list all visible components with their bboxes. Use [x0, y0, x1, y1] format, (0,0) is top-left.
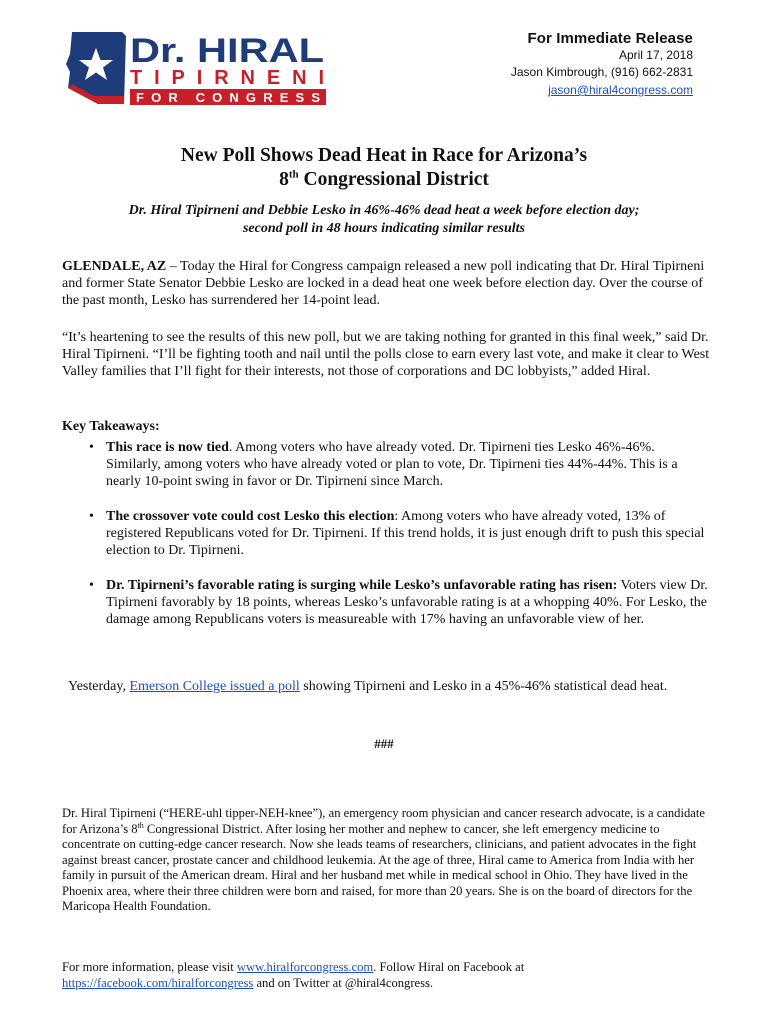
facebook-link[interactable]: https://facebook.com/hiralforcongress [62, 975, 254, 990]
campaign-logo [64, 26, 334, 112]
bullet-icon: • [89, 578, 94, 593]
paragraph-intro: GLENDALE, AZ – Today the Hiral for Congress campaign released a new poll indicating that Dr. Hiral Tipirneni and former State Senator Debbie Lesko are locked in a dead heat one week before election day. Over the course of the past month, Lesko has surrendered her 14-point lead. [62, 259, 705, 308]
logo-line1: Dr. HIRAL [130, 32, 324, 70]
paragraph-quote: “It’s heartening to see the results of this new poll, but we are taking nothing for granted in this final week,” said Dr. Hiral Tipirneni. “I’ll be fighting tooth and nail until the polls close to earn every last vote, and make it clear to West Valley families that I’ll fight for their interests, not those of corporations and DC lobbyists,” added Hiral. [62, 330, 710, 379]
end-separator: ### [374, 736, 394, 751]
release-email-link[interactable]: jason@hiral4congress.com [548, 83, 693, 97]
release-header [511, 30, 693, 99]
key-takeaways-list [62, 439, 712, 628]
paragraph-emerson: Yesterday, Emerson College issued a poll showing Tipirneni and Lesko in a 45%-46% statistical dead heat. [68, 679, 668, 694]
bullet-icon: • [89, 509, 94, 524]
website-link[interactable]: www.hiralforcongress.com [236, 960, 374, 974]
headline-line1: New Poll Shows Dead Heat in Race for Arizona’s [180, 145, 588, 166]
subhead-line1: Dr. Hiral Tipirneni and Debbie Lesko in 46%-46% dead heat a week before election day; [128, 203, 640, 218]
headline [0, 144, 768, 192]
logo-line3: FOR CONGRESS [136, 90, 320, 105]
key-takeaways-heading: Key Takeaways: [62, 419, 160, 434]
release-date: April 17, 2018 [618, 48, 693, 62]
logo-line2: TIPIRNENI [130, 67, 324, 89]
emerson-poll-link[interactable]: Emerson College issued a poll [129, 679, 300, 694]
dateline: GLENDALE, AZ [62, 259, 167, 274]
list-item: • The crossover vote could cost Lesko this election: Among voters who have already voted, 13% of registered Republicans voted for Dr. Tipirneni. If this trend holds, it is just enough drift to push this special election to Dr. Tipirneni. [89, 509, 705, 558]
bullet-icon: • [89, 440, 94, 455]
list-item: • Dr. Tipirneni’s favorable rating is surging while Lesko’s unfavorable rating has risen: Voters view Dr. Tipirneni favorably by 18 points, whereas Lesko’s unfavorable rating is at a whopping 40%. For Lesko, the damage among Republicans voters is measureable with 17% having an unfavorable view of her. [89, 578, 708, 627]
list-item: • This race is now tied. Among voters who have already voted. Dr. Tipirneni ties Lesko 46%-46%. Similarly, among voters who have already voted or plan to vote, Dr. Tipirneni ties 44%-44%. This is a nearly 10-point swing in favor or Dr. Tipirneni since March. [89, 440, 678, 489]
logo-graphic [64, 26, 334, 112]
headline-line2: 8th Congressional District [279, 168, 489, 190]
subhead-line2: second poll in 48 hours indicating similar results [242, 221, 525, 236]
release-contact: Jason Kimbrough, (916) 662-2831 [510, 65, 693, 79]
more-info: For more information, please visit www.hiralforcongress.com. Follow Hiral on Facebook at https://facebook.com/hiralforcongress and on Twitter at @hiral4congress. [62, 960, 525, 990]
candidate-bio: Dr. Hiral Tipirneni (“HERE-uhl tipper-NEH-knee”), an emergency room physician and cancer research advocate, is a candidate for Arizona’s 8th Congressional District. After losing her mother and nephew to cancer, she left emergency medicine to concentrate on cutting-edge cancer research. Now she leads teams of researchers, clinicians, and patient advocates in the fight against breast cancer, prostate cancer and childhood leukemia. At the age of three, Hiral came to America from India with her family in pursuit of the American dream. Hiral and her husband met while in medical school in Ohio. They have lived in the Phoenix area, where their three children were born and raised, for more than 20 years. She is on the board of directors for the Maricopa Health Foundation. [62, 806, 705, 913]
release-title: For Immediate Release [527, 30, 693, 47]
subheadline [60, 202, 708, 238]
